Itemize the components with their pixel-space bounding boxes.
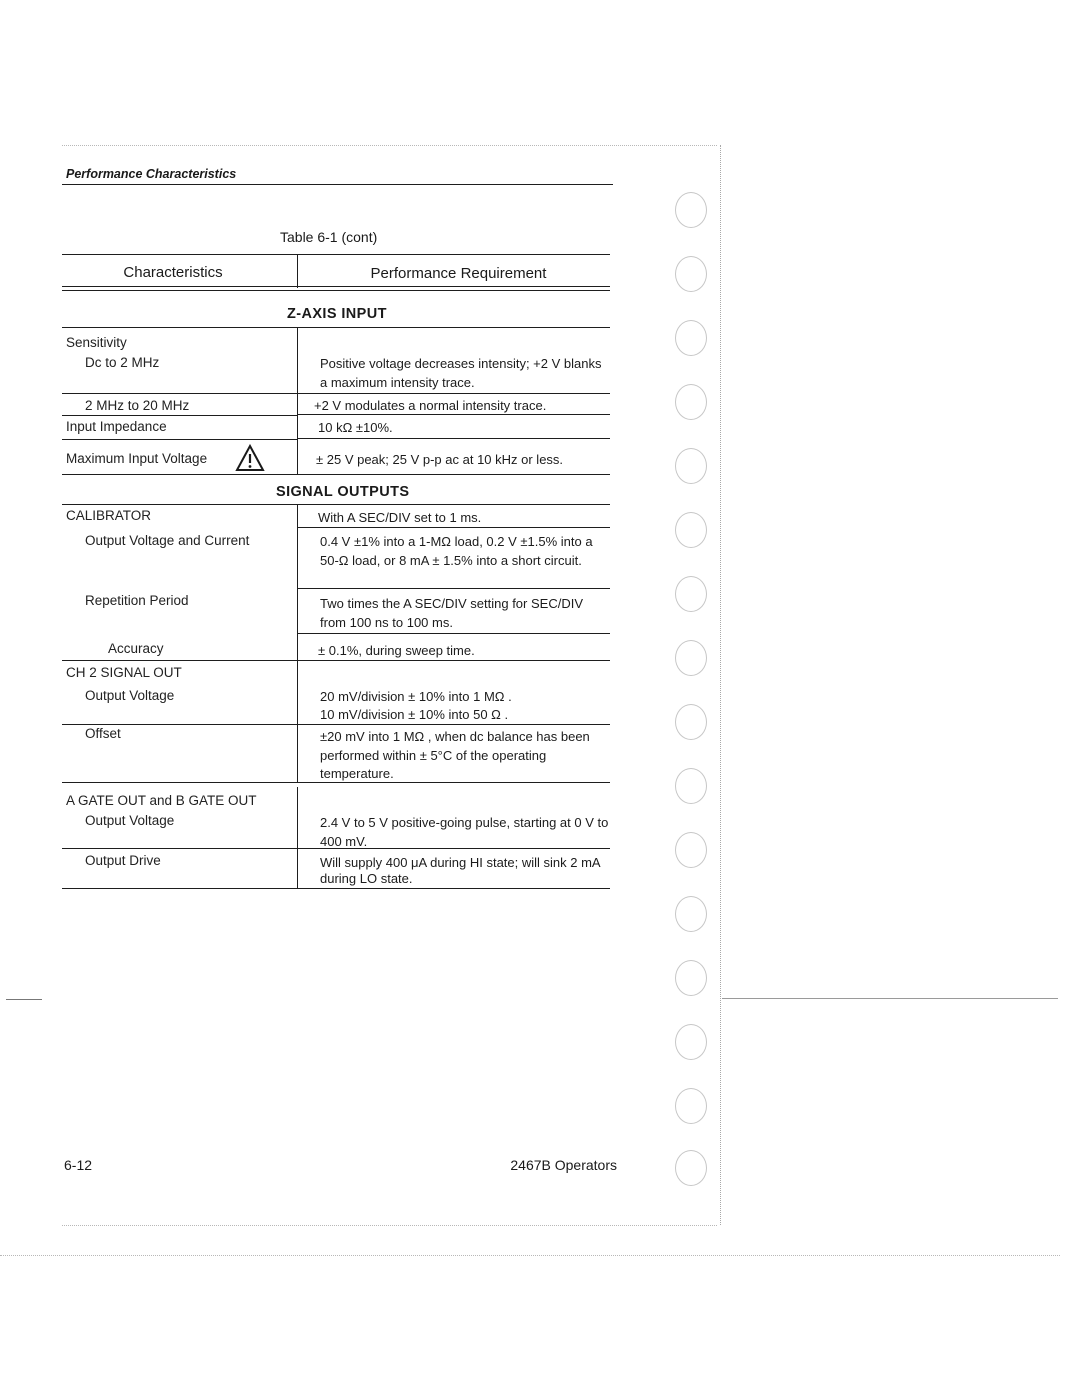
ch2-output-voltage-label: Output Voltage — [85, 688, 175, 703]
ch2-output-voltage-requirement-1: 20 mV/division ± 10% into 1 MΩ . — [320, 689, 512, 704]
repetition-rule — [298, 633, 610, 634]
signal-title-rule — [62, 504, 610, 505]
section-title: Performance Characteristics — [66, 167, 237, 181]
header-double-rule-2 — [62, 290, 610, 291]
scan-dotted-right — [720, 145, 721, 1225]
binder-hole-icon — [675, 960, 707, 996]
scan-rule-left — [6, 999, 42, 1000]
repetition-period-requirement: Two times the A SEC/DIV setting for SEC/DIV from 100 ns to 100 ms. — [320, 596, 583, 630]
binder-hole-icon — [675, 256, 707, 292]
calibrator-rule — [298, 527, 610, 528]
signal-outputs-section-title: SIGNAL OUTPUTS — [276, 484, 410, 500]
ch2-outv-rule — [62, 724, 610, 725]
binder-hole-icon — [675, 448, 707, 484]
dc-to-2mhz-label: Dc to 2 MHz — [85, 355, 160, 370]
output-voltage-current-requirement: 0.4 V ±1% into a 1-MΩ load, 0.2 V ±1.5% into a 50-Ω load, or 8 mA ± 1.5% into a short circuit. — [320, 534, 593, 568]
zaxis-rule-2-left — [62, 415, 297, 416]
zaxis-rule-3-left — [62, 439, 297, 440]
gate-outv-rule — [62, 848, 610, 849]
page-number: 6-12 — [64, 1157, 93, 1173]
zaxis-rule-3 — [298, 438, 610, 439]
table-top-rule — [62, 254, 610, 255]
table-bottom-rule — [62, 888, 610, 889]
gate-out-label: A GATE OUT and B GATE OUT — [66, 793, 257, 808]
binder-hole-icon — [675, 1088, 707, 1124]
zaxis-rule-2 — [298, 414, 610, 415]
calibrator-requirement: With A SEC/DIV set to 1 ms. — [318, 510, 482, 525]
calibrator-label: CALIBRATOR — [66, 508, 152, 523]
scan-dotted-top — [62, 145, 717, 146]
max-input-voltage-requirement: ± 25 V peak; 25 V p-p ac at 10 kHz or less. — [316, 452, 564, 467]
scan-rule-right — [722, 998, 1058, 999]
output-voltage-current-label: Output Voltage and Current — [85, 533, 250, 548]
outvc-rule — [298, 588, 610, 589]
signal-column-divider-2 — [297, 787, 298, 888]
2mhz-to-20mhz-label: 2 MHz to 20 MHz — [85, 398, 190, 413]
binder-hole-icon — [675, 704, 707, 740]
repetition-period-label: Repetition Period — [85, 593, 189, 608]
zaxis-column-divider — [297, 327, 298, 474]
header-double-rule-1 — [62, 286, 610, 287]
binder-hole-icon — [675, 512, 707, 548]
binder-hole-icon — [675, 640, 707, 676]
signal-column-divider-1 — [297, 504, 298, 782]
2mhz-to-20mhz-requirement: +2 V modulates a normal intensity trace. — [314, 398, 547, 413]
binder-hole-icon — [675, 896, 707, 932]
gate-output-voltage-requirement: 2.4 V to 5 V positive-going pulse, starting at 0 V to 400 mV. — [320, 815, 609, 849]
binder-hole-icon — [675, 832, 707, 868]
warning-triangle-icon — [235, 444, 265, 472]
offset-requirement: ±20 mV into 1 MΩ , when dc balance has been performed within ± 5°C of the operating temperature. — [320, 729, 590, 781]
column-header-characteristics: Characteristics — [123, 264, 223, 281]
binder-hole-icon — [675, 768, 707, 804]
zaxis-bottom-rule — [62, 474, 610, 475]
gate-output-voltage-label: Output Voltage — [85, 813, 175, 828]
manual-name: 2467B Operators — [510, 1157, 617, 1173]
input-impedance-requirement: 10 kΩ ±10%. — [318, 420, 393, 435]
binder-hole-icon — [675, 1024, 707, 1060]
zaxis-rule-1 — [62, 393, 610, 394]
zaxis-section-title: Z-AXIS INPUT — [287, 306, 387, 322]
header-rule — [62, 184, 613, 185]
table-caption: Table 6-1 (cont) — [280, 229, 378, 245]
accuracy-label: Accuracy — [108, 641, 164, 656]
zaxis-title-rule — [62, 327, 610, 328]
dc-to-2mhz-requirement: Positive voltage decreases intensity; +2 V blanks a maximum intensity trace. — [320, 356, 602, 390]
ch2-signal-out-label: CH 2 SIGNAL OUT — [66, 665, 182, 680]
column-header-requirement: Performance Requirement — [370, 265, 547, 282]
ch2-output-voltage-requirement-2: 10 mV/division ± 10% into 50 Ω . — [320, 707, 509, 722]
output-drive-label: Output Drive — [85, 853, 161, 868]
binder-hole-icon — [675, 320, 707, 356]
max-input-voltage-label: Maximum Input Voltage — [66, 451, 208, 466]
output-drive-requirement: Will supply 400 μA during HI state; will sink 2 mA during LO state. — [320, 855, 600, 886]
ch2-bottom-rule — [62, 782, 610, 783]
sensitivity-label: Sensitivity — [66, 335, 127, 350]
binder-hole-icon — [675, 384, 707, 420]
accuracy-requirement: ± 0.1%, during sweep time. — [318, 643, 475, 658]
calibrator-bottom-rule — [62, 660, 610, 661]
input-impedance-label: Input Impedance — [66, 419, 167, 434]
binder-hole-icon — [675, 1150, 707, 1186]
scan-dotted-bottom-2 — [0, 1255, 1060, 1256]
binder-hole-icon — [675, 192, 707, 228]
offset-label: Offset — [85, 726, 121, 741]
binder-hole-icon — [675, 576, 707, 612]
scan-dotted-bottom-1 — [62, 1225, 717, 1226]
header-column-divider — [297, 254, 298, 288]
